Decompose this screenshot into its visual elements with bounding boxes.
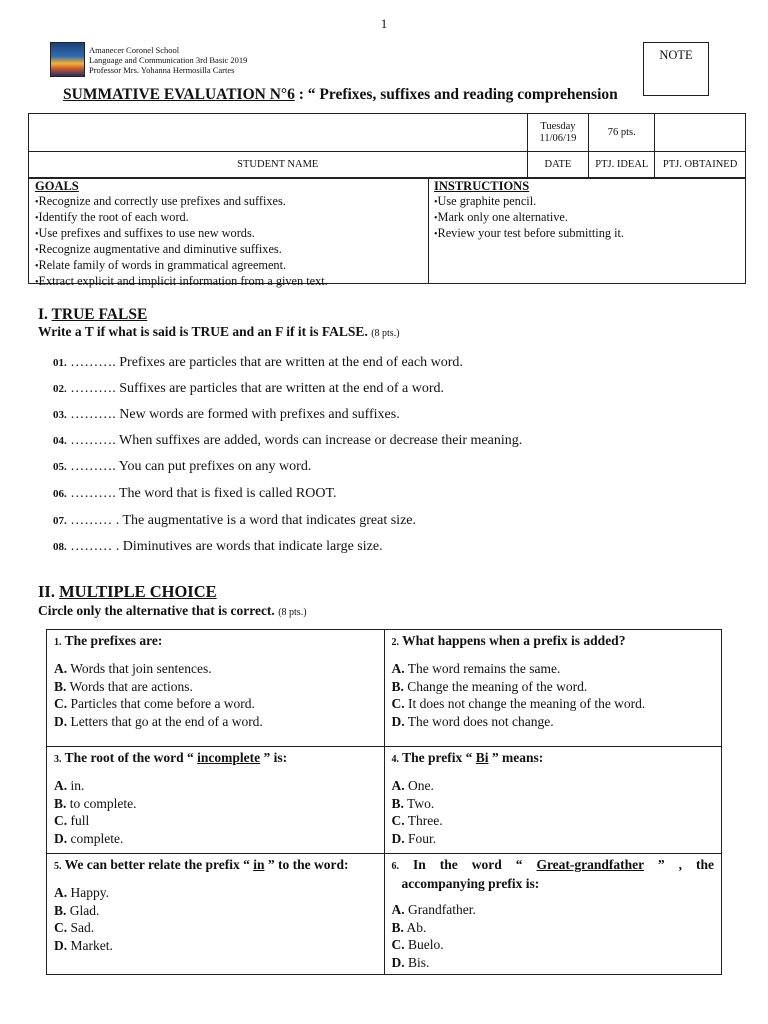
tf-item: 04. ………. When suffixes are added, words can increase or decrease their meaning.	[53, 433, 523, 448]
goal-item: • Use prefixes and suffixes to use new words.	[29, 226, 428, 242]
option-c[interactable]: C. Buelo.	[391, 937, 444, 952]
tf-item: 08. ……… . Diminutives are words that indicate large size.	[53, 539, 383, 554]
ptj-obtained-label: PTJ. OBTAINED	[655, 152, 746, 178]
goal-item: • Recognize and correctly use prefixes and suffixes.	[29, 194, 428, 210]
answer-blank[interactable]: ……… .	[70, 539, 120, 554]
question-cell	[384, 630, 722, 747]
instructions-panel	[428, 179, 744, 242]
option-a[interactable]: A. Happy.	[54, 885, 109, 900]
school-info	[89, 45, 247, 75]
option-a[interactable]: A. in.	[54, 778, 85, 793]
instruction-item: • Use graphite pencil.	[428, 194, 744, 210]
question-text: 1. The prefixes are:	[54, 633, 163, 648]
question-cell	[47, 630, 385, 747]
option-c[interactable]: C. Sad.	[54, 920, 95, 935]
option-b[interactable]: B. to complete.	[54, 795, 137, 811]
goals-panel	[29, 179, 429, 288]
option-c[interactable]: C. Three.	[391, 813, 443, 828]
answer-blank[interactable]: ……….	[70, 355, 116, 370]
section2-instruction: Circle only the alternative that is correct. (8 pts.)	[38, 603, 307, 618]
question-cell	[384, 854, 722, 975]
title-prefix: SUMMATIVE EVALUATION N°6	[63, 86, 295, 103]
option-b[interactable]: B. Words that are actions.	[54, 678, 193, 694]
date-value: Tuesday 11/06/19	[527, 114, 589, 152]
goal-item: • Relate family of words in grammatical agreement.	[29, 258, 428, 274]
points-ideal-value: 76 pts.	[589, 114, 655, 152]
note-box: NOTE	[643, 42, 709, 96]
school-name: Amanecer Coronel School	[89, 45, 180, 55]
option-c[interactable]: C. Particles that come before a word.	[54, 696, 255, 711]
page-number: 1	[380, 16, 388, 31]
header-table	[28, 113, 746, 178]
question-cell	[47, 854, 385, 975]
option-d[interactable]: D. Letters that go at the end of a word.	[54, 713, 263, 729]
tf-item: 05. ………. You can put prefixes on any word.	[53, 459, 312, 474]
instructions-heading: INSTRUCTIONS	[434, 179, 530, 193]
answer-blank[interactable]: ……….	[70, 459, 116, 474]
tf-item: 02. ………. Suffixes are particles that are written at the end of a word.	[53, 381, 444, 396]
multiple-choice-table	[46, 629, 722, 975]
title-rest: : “ Prefixes, suffixes and reading comprehension	[294, 86, 618, 103]
option-a[interactable]: A. Words that join sentences.	[54, 661, 212, 676]
option-a[interactable]: A. The word remains the same.	[391, 661, 561, 676]
tf-item: 06. ………. The word that is fixed is called ROOT.	[53, 486, 337, 501]
answer-blank[interactable]: ……….	[70, 381, 116, 396]
option-d[interactable]: D. The word does not change.	[391, 713, 554, 729]
question-text: 5. We can better relate the prefix “ in ” to the word:	[54, 857, 349, 872]
instruction-item: • Mark only one alternative.	[428, 210, 744, 226]
key-word: Great-grandfather	[536, 857, 644, 872]
option-c[interactable]: C. full	[54, 813, 90, 828]
points-obtained-field[interactable]	[655, 114, 746, 152]
section1-instruction: Write a T if what is said is TRUE and an F if it is FALSE. (8 pts.)	[38, 324, 400, 339]
option-b[interactable]: B. Glad.	[54, 902, 100, 918]
goal-item: • Extract explicit and implicit information from a given text.	[29, 274, 428, 290]
option-d[interactable]: D. Four.	[391, 830, 437, 846]
option-a[interactable]: A. One.	[391, 778, 434, 793]
tf-item: 07. ……… . The augmentative is a word that indicates great size.	[53, 513, 416, 528]
key-word: incomplete	[197, 750, 261, 765]
professor-name: Professor Mrs. Yohanna Hermosilla Cartes	[89, 65, 235, 75]
answer-blank[interactable]: ……….	[70, 486, 116, 501]
tf-item: 03. ………. New words are formed with prefixes and suffixes.	[53, 407, 400, 422]
key-word: in	[253, 857, 265, 872]
option-d[interactable]: D. Bis.	[391, 954, 430, 970]
question-text: 2. What happens when a prefix is added?	[391, 633, 626, 648]
question-cell	[47, 747, 385, 854]
key-word: Bi	[475, 750, 489, 765]
school-logo	[50, 42, 85, 77]
question-cell	[384, 747, 722, 854]
option-d[interactable]: D. complete.	[54, 830, 124, 846]
goals-heading: GOALS	[35, 179, 79, 193]
option-d[interactable]: D. Market.	[54, 937, 113, 953]
option-c[interactable]: C. It does not change the meaning of the word.	[391, 696, 646, 711]
option-b[interactable]: B. Two.	[391, 795, 435, 811]
instruction-item: • Review your test before submitting it.	[428, 226, 744, 242]
answer-blank[interactable]: ……… .	[70, 513, 120, 528]
answer-blank[interactable]: ……….	[70, 433, 116, 448]
question-text: 6. In the word “ Great-grandfather ” , the accompanying prefix is:	[391, 857, 714, 891]
goals-instructions-box	[28, 178, 746, 288]
ptj-ideal-label: PTJ. IDEAL	[589, 152, 655, 178]
tf-item: 01. ………. Prefixes are particles that are written at the end of each word.	[53, 355, 463, 370]
student-name-label: STUDENT NAME	[29, 152, 528, 178]
instructions-list	[428, 194, 744, 242]
date-label: DATE	[527, 152, 589, 178]
section2-heading: II. MULTIPLE CHOICE	[38, 582, 217, 601]
student-name-field[interactable]	[29, 114, 528, 152]
question-text: 3. The root of the word “ incomplete ” is:	[54, 750, 288, 765]
goal-item: • Identify the root of each word.	[29, 210, 428, 226]
answer-blank[interactable]: ……….	[70, 407, 116, 422]
option-b[interactable]: B. Change the meaning of the word.	[391, 678, 588, 694]
option-a[interactable]: A. Grandfather.	[391, 902, 476, 917]
section1-heading: I. TRUE FALSE	[38, 306, 148, 323]
goal-item: • Recognize augmentative and diminutive suffixes.	[29, 242, 428, 258]
option-b[interactable]: B. Ab.	[391, 919, 427, 935]
course-name: Language and Communication 3rd Basic 2019	[89, 55, 248, 65]
page-title	[63, 86, 703, 104]
question-text: 4. The prefix “ Bi ” means:	[391, 750, 544, 765]
goals-list	[29, 194, 428, 290]
